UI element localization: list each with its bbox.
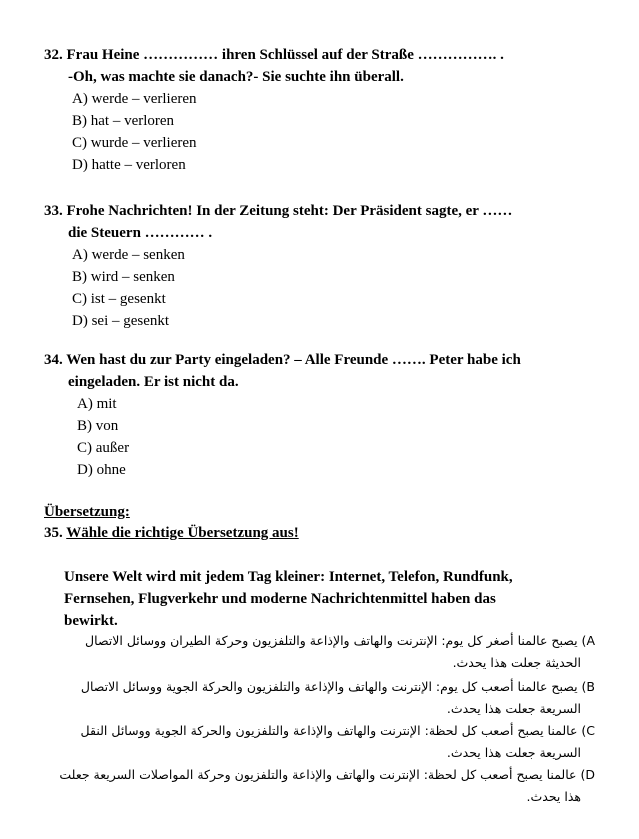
translation-a-line1: A) يصبح عالمنا أصغر كل يوم: الإنترنت والهاتف والإذاعة والتلفزيون وحركة الطيران ووسائل الاتصال [85,633,595,648]
question-32-line1: 32. Frau Heine …………… ihren Schlüssel auf der Straße ……………. . [44,47,504,63]
question-34 [44,349,604,481]
question-34-option-a[interactable]: A) mit [77,396,117,412]
question-34-option-c[interactable]: C) außer [77,440,130,456]
translation-option-a[interactable] [28,630,595,674]
translation-section [44,502,604,544]
translation-option-b[interactable] [28,676,595,720]
question-34-line1: 34. Wen hast du zur Party eingeladen? – Alle Freunde ……. Peter habe ich [44,352,521,368]
passage-line2: Fernsehen, Flugverkehr und moderne Nachrichtenmittel haben das [64,591,496,607]
question-33-option-a[interactable]: A) werde – senken [72,247,185,263]
passage-line1: Unsere Welt wird mit jedem Tag kleiner: Internet, Telefon, Rundfunk, [64,569,513,585]
translation-a-line2: الحديثة جعلت هذا يحدث. [452,655,581,670]
question-33-option-c[interactable]: C) ist – gesenkt [72,291,166,307]
translation-option-c[interactable] [28,720,595,764]
question-32 [44,44,604,176]
translation-d-line1: D) عالمنا يصبح أصعب كل لحظة: الإنترنت والهاتف والإذاعة والتلفزيون وحركة المواصلات السريعة جعلت [59,767,595,782]
translation-c-line2: السريعة جعلت هذا يحدث. [446,745,581,760]
question-34-option-d[interactable]: D) ohne [77,462,126,478]
translation-b-line1: B) يصبح عالمنا أصعب كل يوم: الإنترنت والهاتف والإذاعة والتلفزيون والحركة الجوية ووسائل الاتصال [80,679,595,694]
question-35-instruction: Wähle die richtige Übersetzung aus! [66,525,299,541]
question-33-option-b[interactable]: B) wird – senken [72,269,175,285]
question-34-option-b[interactable]: B) von [77,418,119,434]
question-32-option-d[interactable]: D) hatte – verloren [72,157,186,173]
translation-option-d[interactable] [28,764,595,808]
question-34-line2: eingeladen. Er ist nicht da. [68,374,239,390]
section-heading: Übersetzung: [44,504,130,520]
question-32-option-b[interactable]: B) hat – verloren [72,113,175,129]
translation-c-line1: C) عالمنا يصبح أصعب كل لحظة: الإنترنت والهاتف والإذاعة والتلفزيون والحركة الجوية ووسائل النقل [80,723,595,738]
question-33 [44,200,604,332]
question-32-option-c[interactable]: C) wurde – verlieren [72,135,197,151]
question-32-line2: -Oh, was machte sie danach?- Sie suchte ihn überall. [68,69,404,85]
question-32-option-a[interactable]: A) werde – verlieren [72,91,197,107]
question-33-line2: die Steuern ………… . [68,225,213,241]
question-33-line1: 33. Frohe Nachrichten! In der Zeitung steht: Der Präsident sagte, er …… [44,203,513,219]
german-passage [64,566,584,632]
question-33-option-d[interactable]: D) sei – gesenkt [72,313,170,329]
question-35-number: 35. [44,525,63,541]
translation-b-line2: السريعة جعلت هذا يحدث. [446,701,581,716]
passage-line3: bewirkt. [64,613,118,629]
translation-d-line2: هذا يحدث. [526,789,581,804]
